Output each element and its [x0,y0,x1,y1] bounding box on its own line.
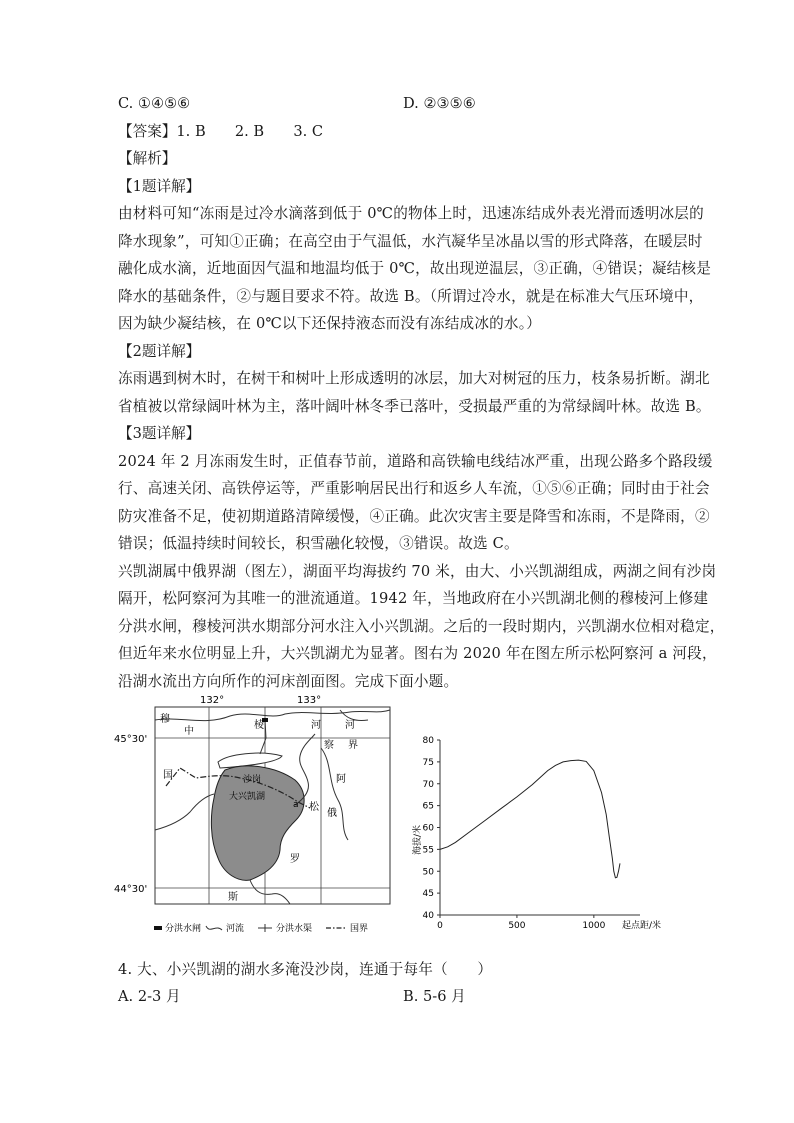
y-tick-label: 55 [422,845,434,856]
q3-line-1: 2024 年 2 月冻雨发生时，正值春节前，道路和高铁输电线结冰严重，出现公路多个路段缓 [118,453,713,470]
passage-line-5: 沿湖水流出方向所作的河床剖面图。完成下面小题。 [118,673,459,690]
y-tick-label: 70 [422,779,434,790]
x-tick-label: 1000 [582,921,606,931]
answer-line: 【答案】1. B 2. B 3. C [118,123,324,140]
label-chaa: 察 [324,740,334,751]
profile-line [440,760,620,878]
lon-label-133: 133° [297,695,322,706]
legend-border: 国界 [350,924,369,934]
q3-line-4: 错误；低温持续时间较长，积雪融化较慢，③错误。故选 C。 [118,535,519,552]
q4-option-a: A. 2-3 月 [118,988,181,1005]
q1-line-2: 降水现象”，可知①正确；在高空由于气温低，水汽凝华呈冰晶以雪的形式降落，在暖层时 [118,233,703,250]
y-axis-label: 海拔/米 [413,824,423,856]
legend-canal: 分洪水渠 [276,924,313,934]
y-tick-label: 60 [422,823,434,834]
q4-stem: 4. 大、小兴凯湖的湖水多淹没沙岗，连通于每年（ ） [118,961,493,978]
x-tick-label: 0 [437,921,443,931]
q3-line-2: 行、高速关闭、高铁停运等，严重影响居民出行和返乡人车流，①⑤⑥正确；同时由于社会 [118,480,710,497]
option-c: C. ①④⑤⑥ [118,95,191,112]
q1-heading: 【1题详解】 [118,178,201,195]
y-tick-label: 80 [422,736,434,746]
label-si: 斯 [228,892,238,903]
q2-line-1: 冻雨遇到树木时，在树干和树叶上形成透明的冰层，加大对树冠的压力，枝条易折断。湖北 [118,370,710,387]
label-mu: 穆 [160,714,170,725]
lat-label-45-30: 45°30' [114,734,148,745]
map-legend [154,922,368,934]
passage-line-2: 隔开，松阿察河为其唯一的泄流通道。1942 年，当地政府在小兴凯湖北侧的穆棱河上修建 [118,590,709,607]
label-jie: 界 [348,740,358,751]
label-shagang: 沙岗 [243,775,262,785]
label-zhong: 中 [184,726,194,737]
legend-gate: 分洪水闸 [165,924,202,934]
label-e: 俄 [327,808,337,819]
label-a-mark: a [293,800,299,810]
lon-label-132: 132° [200,695,225,706]
q2-line-2: 省植被以常绿阔叶林为主，落叶阔叶林冬季已落叶，受损最严重的为常绿阔叶林。故选 B。 [118,398,711,415]
y-tick-label: 65 [422,801,434,812]
label-he1: 河 [311,720,321,731]
legend-river: 河流 [226,924,245,934]
passage-line-1: 兴凯湖属中俄界湖（图左），湖面平均海拔约 70 米，由大、小兴凯湖组成，两湖之间有沙岗 [118,563,717,580]
riverbed-profile-chart [400,730,690,936]
x-tick-label: 500 [508,921,526,931]
passage-line-4: 但近年来水位明显上升，大兴凯湖尤为显著。图右为 2020 年在图左所示松阿察河 a 河段， [118,645,717,662]
q1-line-5: 因为缺少凝结核，在 0℃以下还保持液态而没有冻结成冰的水。） [118,315,541,332]
passage-line-3: 分洪水闸，穆棱河洪水期部分河水注入小兴凯湖。之后的一段时期内，兴凯湖水位相对稳定， [118,618,725,635]
label-guo: 国 [163,770,173,781]
q4-option-b: B. 5-6 月 [403,988,466,1005]
analysis-heading: 【解析】 [118,150,177,167]
label-he2: 河 [345,720,355,731]
y-tick-label: 45 [422,889,434,900]
q1-line-4: 降水的基础条件，②与题目要求不符。故选 B。（所谓过冷水，就是在标准大气压环境中， [118,288,704,305]
label-lake: 大兴凯湖 [229,792,266,802]
q2-heading: 【2题详解】 [118,343,201,360]
label-song: 松 [309,802,319,813]
label-a-char: 阿 [336,774,346,785]
x-axis-label: 起点距/米 [622,921,662,931]
q3-line-3: 防灾准备不足，使初期道路清障缓慢，④正确。此次灾害主要是降雪和冻雨，不是降雨，② [118,508,710,525]
q1-line-1: 由材料可知“冻雨是过冷水滴落到低于 0℃的物体上时，迅速冻结成外表光滑而透明冰层的 [118,205,704,222]
label-luo: 罗 [290,854,300,865]
y-tick-label: 50 [422,867,434,878]
lat-label-44-30: 44°30' [114,884,148,895]
option-d: D. ②③⑤⑥ [403,95,476,112]
y-tick-label: 75 [422,757,434,768]
y-tick-label: 40 [422,911,434,921]
q3-heading: 【3题详解】 [118,425,201,442]
label-ling: 棱 [254,720,264,731]
lake-map [110,690,410,942]
q1-line-3: 融化成水滴，近地面因气温和地温均低于 0℃，故出现逆温层，③正确，④错误；凝结核是 [118,260,712,277]
